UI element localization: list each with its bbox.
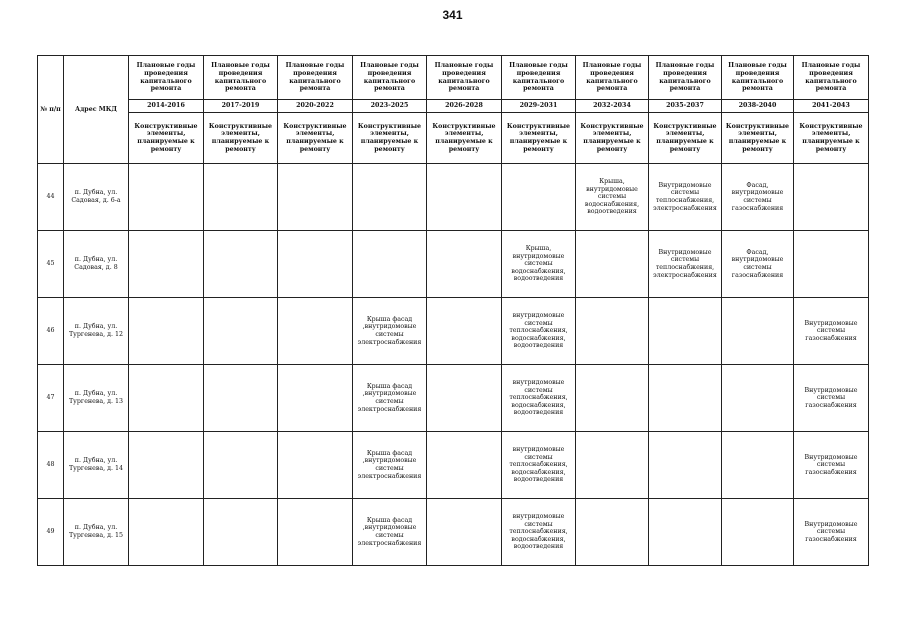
repair-elements-cell (427, 499, 502, 566)
repair-elements-cell (427, 164, 502, 231)
repair-elements-cell (649, 499, 722, 566)
repair-elements-cell (278, 365, 353, 432)
period-years-header: 2014-2016 (129, 100, 204, 113)
period-plan-header: Плановые годы проведения капитального ремонта (576, 56, 649, 100)
repair-elements-cell (129, 298, 204, 365)
period-plan-header: Плановые годы проведения капитального ремонта (502, 56, 576, 100)
repair-elements-cell (722, 499, 794, 566)
repair-elements-cell: Крыша фасад ,внутридомовые системы электроснабжения (353, 432, 427, 499)
row-number: 46 (38, 298, 64, 365)
table-row (38, 432, 869, 499)
repair-elements-cell: внутридомовые системы теплоснабжения, водоснабжения, водоотведения (502, 365, 576, 432)
row-number: 45 (38, 231, 64, 298)
period-plan-header: Плановые годы проведения капитального ремонта (353, 56, 427, 100)
repair-elements-cell (204, 365, 278, 432)
repair-elements-cell: Фасад, внутридомовые системы газоснабжения (722, 164, 794, 231)
repair-elements-cell (204, 298, 278, 365)
period-years-header: 2029-2031 (502, 100, 576, 113)
period-years-header: 2041-2043 (794, 100, 869, 113)
period-elements-header: Конструктивные элементы, планируемые к ремонту (649, 113, 722, 164)
row-address: п. Дубна, ул. Тургенева, д. 15 (64, 499, 129, 566)
period-elements-header: Конструктивные элементы, планируемые к ремонту (129, 113, 204, 164)
repair-elements-cell (129, 231, 204, 298)
period-elements-header: Конструктивные элементы, планируемые к ремонту (427, 113, 502, 164)
period-years-header: 2038-2040 (722, 100, 794, 113)
repair-elements-cell (278, 499, 353, 566)
row-number: 49 (38, 499, 64, 566)
period-plan-header: Плановые годы проведения капитального ремонта (722, 56, 794, 100)
period-elements-header: Конструктивные элементы, планируемые к ремонту (502, 113, 576, 164)
repair-elements-cell (722, 432, 794, 499)
repair-elements-cell: Внутридомовые системы газоснабжения (794, 432, 869, 499)
repair-elements-cell: Фасад, внутридомовые системы газоснабжения (722, 231, 794, 298)
period-elements-header: Конструктивные элементы, планируемые к ремонту (576, 113, 649, 164)
repair-elements-cell: Внутридомовые системы газоснабжения (794, 298, 869, 365)
col-address-header: Адрес МКД (64, 56, 129, 164)
period-elements-header: Конструктивные элементы, планируемые к ремонту (353, 113, 427, 164)
row-address: п. Дубна, ул. Садовая, д. 6-а (64, 164, 129, 231)
repair-elements-cell: внутридомовые системы теплоснабжения, водоснабжения, водоотведения (502, 499, 576, 566)
period-plan-header: Плановые годы проведения капитального ремонта (649, 56, 722, 100)
repair-elements-cell (353, 231, 427, 298)
repair-elements-cell (576, 231, 649, 298)
repair-elements-cell: Крыша фасад ,внутридомовые системы электроснабжения (353, 499, 427, 566)
repair-elements-cell (129, 432, 204, 499)
table-row (38, 231, 869, 298)
repair-plan-table (37, 55, 869, 566)
row-number: 44 (38, 164, 64, 231)
repair-elements-cell: Крыша фасад ,внутридомовые системы электроснабжения (353, 298, 427, 365)
repair-elements-cell: внутридомовые системы теплоснабжения, водоснабжения, водоотведения (502, 298, 576, 365)
period-elements-header: Конструктивные элементы, планируемые к ремонту (204, 113, 278, 164)
period-plan-header: Плановые годы проведения капитального ремонта (129, 56, 204, 100)
row-address: п. Дубна, ул. Тургенева, д. 12 (64, 298, 129, 365)
col-number-header: № п/п (38, 56, 64, 164)
repair-elements-cell (576, 298, 649, 365)
repair-elements-cell: Внутридомовые системы теплоснабжения, электроснабжения (649, 164, 722, 231)
period-plan-header: Плановые годы проведения капитального ремонта (278, 56, 353, 100)
row-number: 48 (38, 432, 64, 499)
repair-elements-cell (576, 365, 649, 432)
repair-elements-cell (794, 164, 869, 231)
repair-elements-cell (427, 365, 502, 432)
repair-elements-cell (204, 231, 278, 298)
repair-elements-cell (278, 432, 353, 499)
repair-elements-cell (204, 432, 278, 499)
repair-elements-cell (576, 432, 649, 499)
repair-elements-cell (794, 231, 869, 298)
table-row (38, 365, 869, 432)
period-elements-header: Конструктивные элементы, планируемые к ремонту (278, 113, 353, 164)
period-plan-header: Плановые годы проведения капитального ремонта (794, 56, 869, 100)
repair-elements-cell (129, 164, 204, 231)
repair-elements-cell (129, 365, 204, 432)
period-years-header: 2026-2028 (427, 100, 502, 113)
repair-elements-cell (427, 231, 502, 298)
repair-elements-cell: Внутридомовые системы газоснабжения (794, 365, 869, 432)
repair-elements-cell (649, 298, 722, 365)
repair-elements-cell (722, 365, 794, 432)
repair-elements-cell: Крыша, внутридомовые системы водоснабжения, водоотведения (502, 231, 576, 298)
repair-elements-cell (427, 432, 502, 499)
repair-elements-cell (576, 499, 649, 566)
row-address: п. Дубна, ул. Тургенева, д. 14 (64, 432, 129, 499)
repair-elements-cell (353, 164, 427, 231)
period-plan-header: Плановые годы проведения капитального ремонта (204, 56, 278, 100)
period-years-header: 2035-2037 (649, 100, 722, 113)
repair-elements-cell (278, 298, 353, 365)
repair-elements-cell (722, 298, 794, 365)
repair-elements-cell (427, 298, 502, 365)
repair-elements-cell: Внутридомовые системы газоснабжения (794, 499, 869, 566)
repair-elements-cell: Крыша, внутридомовые системы водоснабжения, водоотведения (576, 164, 649, 231)
repair-elements-cell: Крыша фасад ,внутридомовые системы электроснабжения (353, 365, 427, 432)
period-elements-header: Конструктивные элементы, планируемые к ремонту (722, 113, 794, 164)
table-row (38, 499, 869, 566)
period-years-header: 2032-2034 (576, 100, 649, 113)
repair-elements-cell (204, 164, 278, 231)
period-years-header: 2020-2022 (278, 100, 353, 113)
repair-elements-cell: Внутридомовые системы теплоснабжения, электроснабжения (649, 231, 722, 298)
repair-elements-cell: внутридомовые системы теплоснабжения, водоснабжения, водоотведения (502, 432, 576, 499)
repair-elements-cell (649, 432, 722, 499)
table-row (38, 164, 869, 231)
repair-elements-cell (649, 365, 722, 432)
period-plan-header: Плановые годы проведения капитального ремонта (427, 56, 502, 100)
repair-elements-cell (129, 499, 204, 566)
table-row (38, 298, 869, 365)
row-address: п. Дубна, ул. Тургенева, д. 13 (64, 365, 129, 432)
period-years-header: 2023-2025 (353, 100, 427, 113)
period-elements-header: Конструктивные элементы, планируемые к ремонту (794, 113, 869, 164)
repair-elements-cell (204, 499, 278, 566)
row-number: 47 (38, 365, 64, 432)
period-years-header: 2017-2019 (204, 100, 278, 113)
repair-elements-cell (502, 164, 576, 231)
repair-elements-cell (278, 231, 353, 298)
row-address: п. Дубна, ул. Садовая, д. 8 (64, 231, 129, 298)
repair-elements-cell (278, 164, 353, 231)
page-number: 341 (442, 8, 463, 22)
